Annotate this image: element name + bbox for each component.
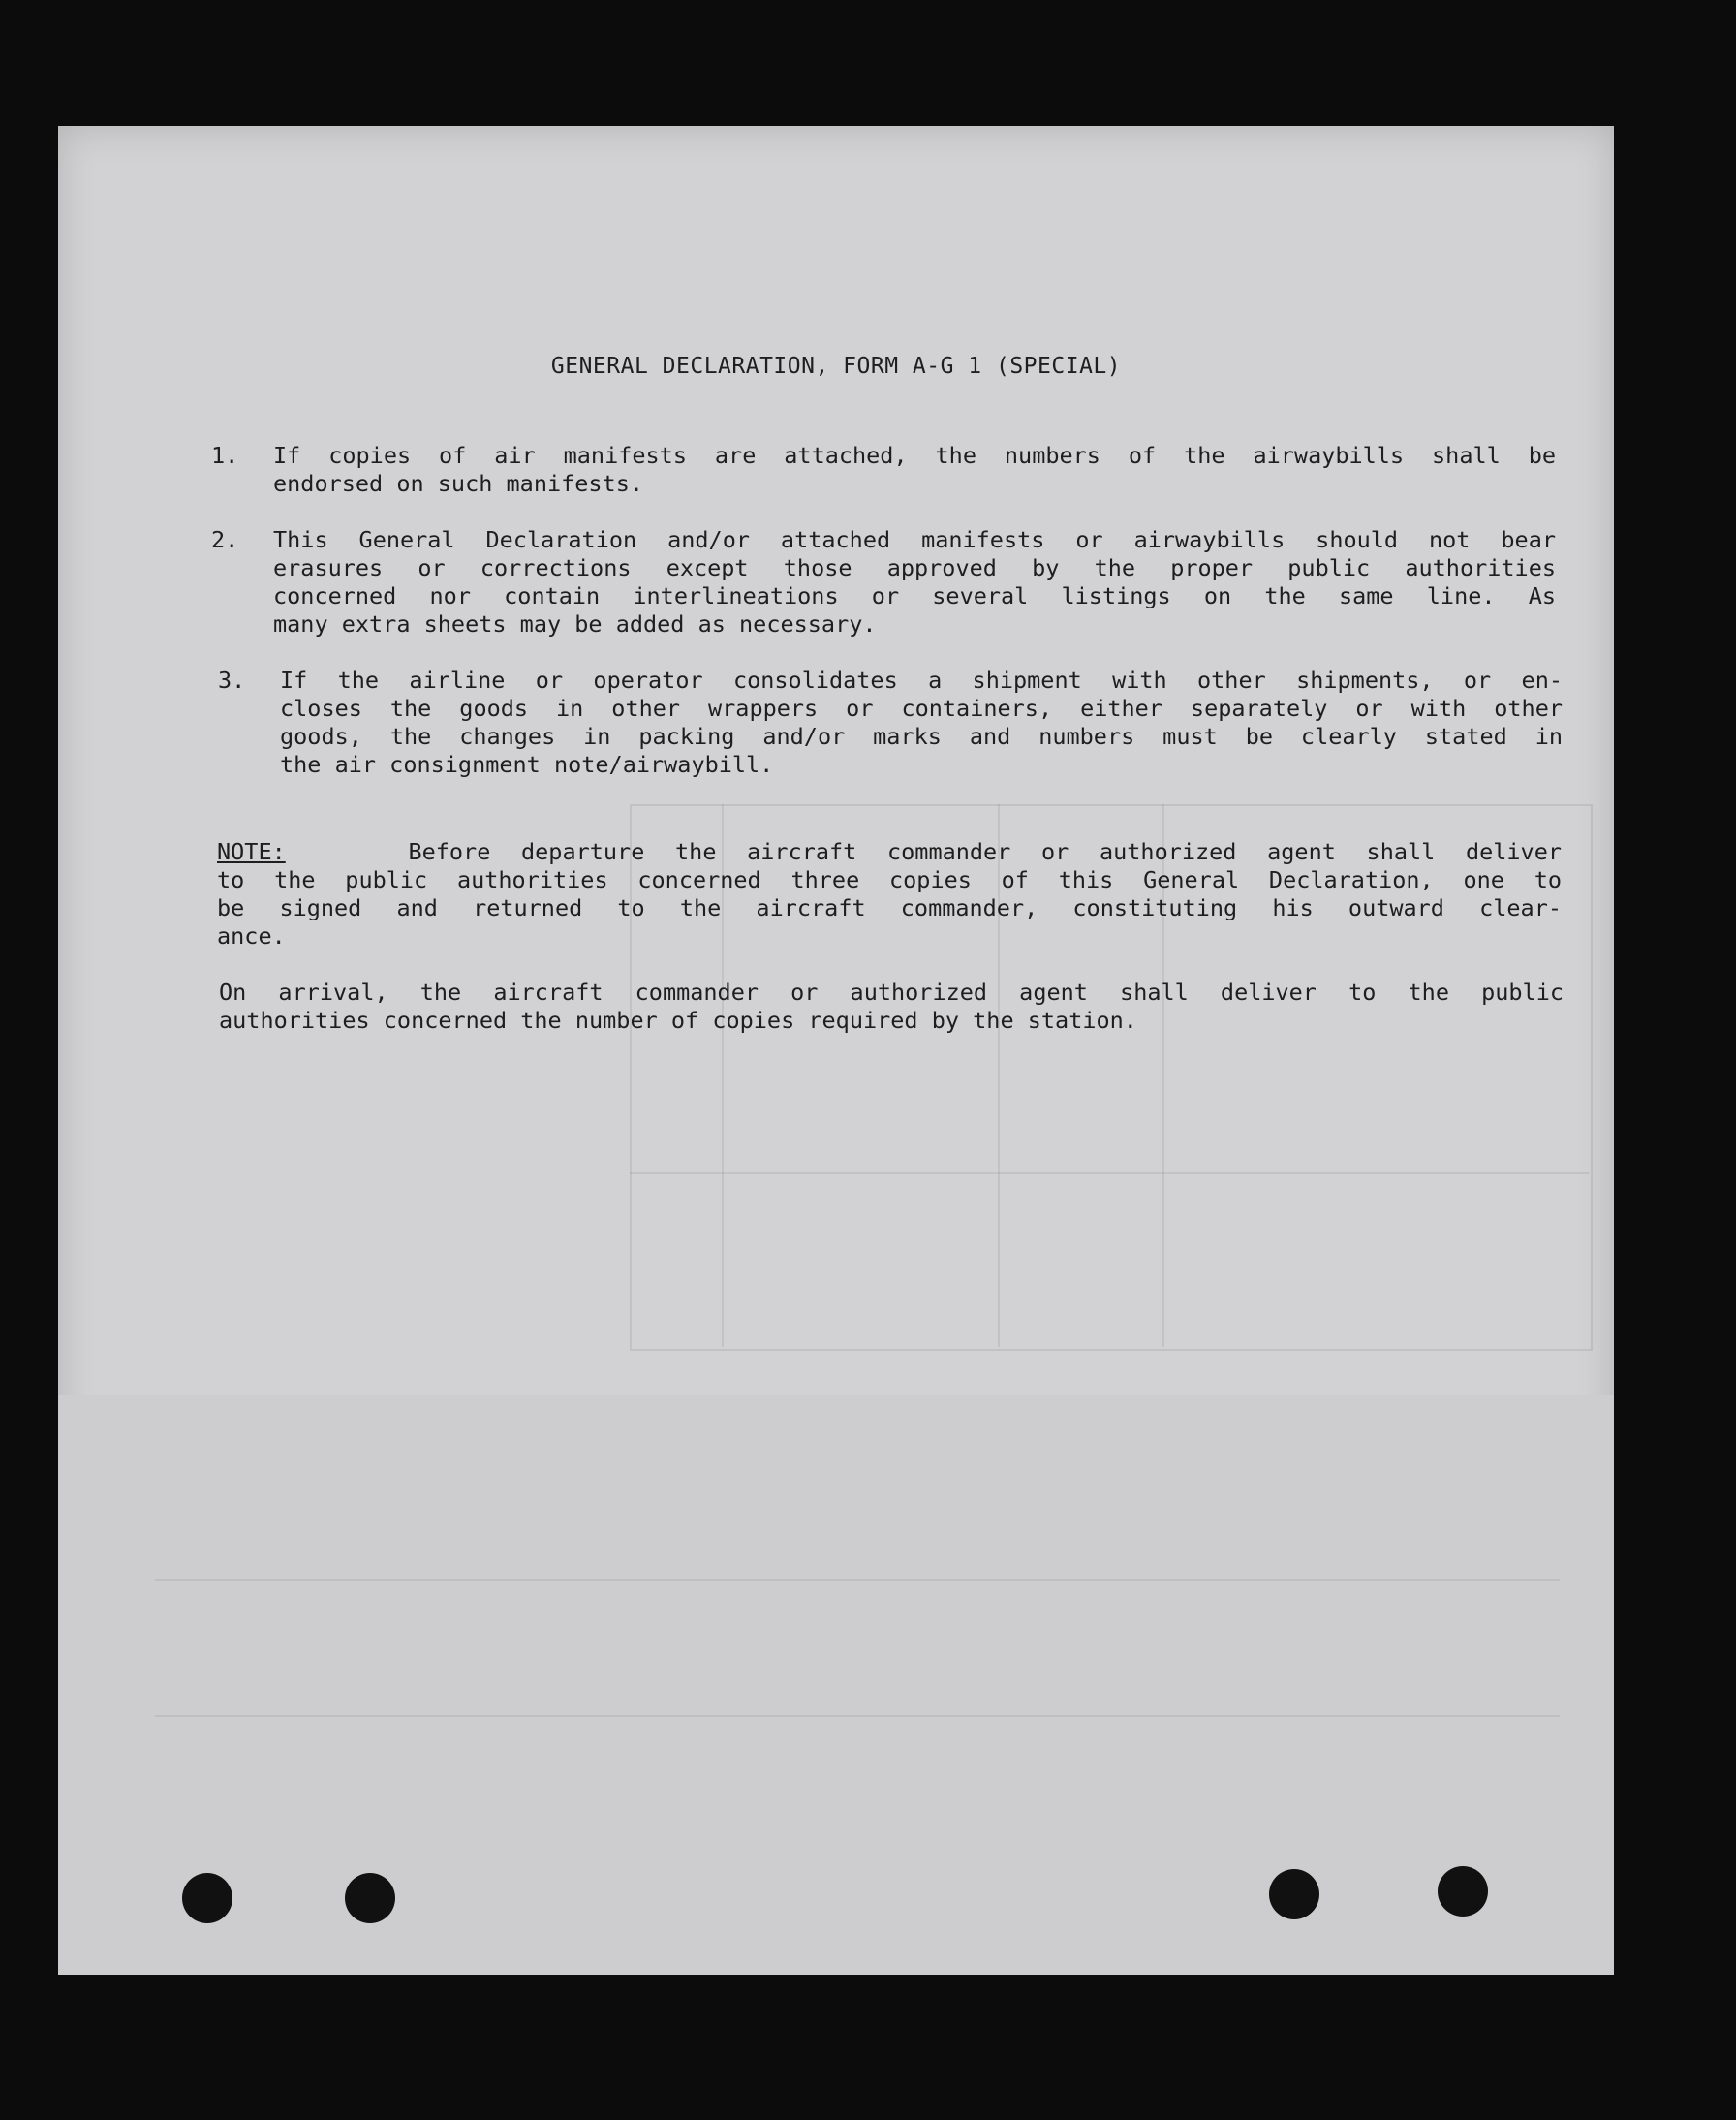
text-line: concerned nor contain interlineations or several listings on the same line. As: [273, 582, 1556, 609]
text-line: many extra sheets may be added as necessary.: [273, 610, 877, 638]
note-label: NOTE:: [217, 838, 286, 865]
text-line: the air consignment note/airwaybill.: [280, 751, 774, 778]
list-item: [273, 526, 1556, 639]
showthrough-rule: [155, 1579, 1560, 1581]
text-line: be signed and returned to the aircraft commander, constituting his outward clear-: [217, 894, 1562, 921]
text-line: If the airline or operator consolidates a shipment with other shipments, or en-: [280, 667, 1563, 694]
form-title: GENERAL DECLARATION, FORM A-G 1 (SPECIAL): [550, 354, 1122, 379]
item-number: 2.: [211, 526, 239, 553]
punch-hole: [182, 1873, 232, 1923]
item-number: 1.: [211, 442, 239, 469]
punch-hole: [1438, 1866, 1488, 1917]
arrival-paragraph: [219, 979, 1564, 1035]
text-line: ance.: [217, 922, 286, 950]
item-number: 3.: [218, 667, 246, 694]
showthrough-rule: [155, 1715, 1560, 1717]
punch-hole: [1269, 1869, 1319, 1919]
text-line: This General Declaration and/or attached manifests or airwaybills should not bear: [273, 526, 1556, 553]
punch-hole: [345, 1873, 395, 1923]
showthrough-rule: [630, 1172, 1589, 1174]
list-item: [273, 442, 1556, 498]
text-line: to the public authorities concerned three copies of this General Declaration, one to: [217, 866, 1562, 893]
text-line: goods, the changes in packing and/or marks and numbers must be clearly stated in: [280, 723, 1563, 750]
text-line: If copies of air manifests are attached, the numbers of the airwaybills shall be: [273, 442, 1556, 469]
text-line: closes the goods in other wrappers or containers, either separately or with other: [280, 695, 1563, 722]
list-item: [280, 667, 1563, 779]
text-line: endorsed on such manifests.: [273, 470, 644, 497]
note-paragraph: [217, 838, 1562, 951]
note-first-line: [217, 838, 1562, 866]
text-line: Before departure the aircraft commander or authorized agent shall deliver: [408, 838, 1562, 865]
text-line: On arrival, the aircraft commander or authorized agent shall deliver to the public: [219, 979, 1564, 1006]
text-line: erasures or corrections except those approved by the proper public authorities: [273, 554, 1556, 581]
document-page: [58, 126, 1614, 1975]
lower-fold-area: [58, 1395, 1614, 1975]
text-line: authorities concerned the number of copies required by the station.: [219, 1007, 1137, 1034]
